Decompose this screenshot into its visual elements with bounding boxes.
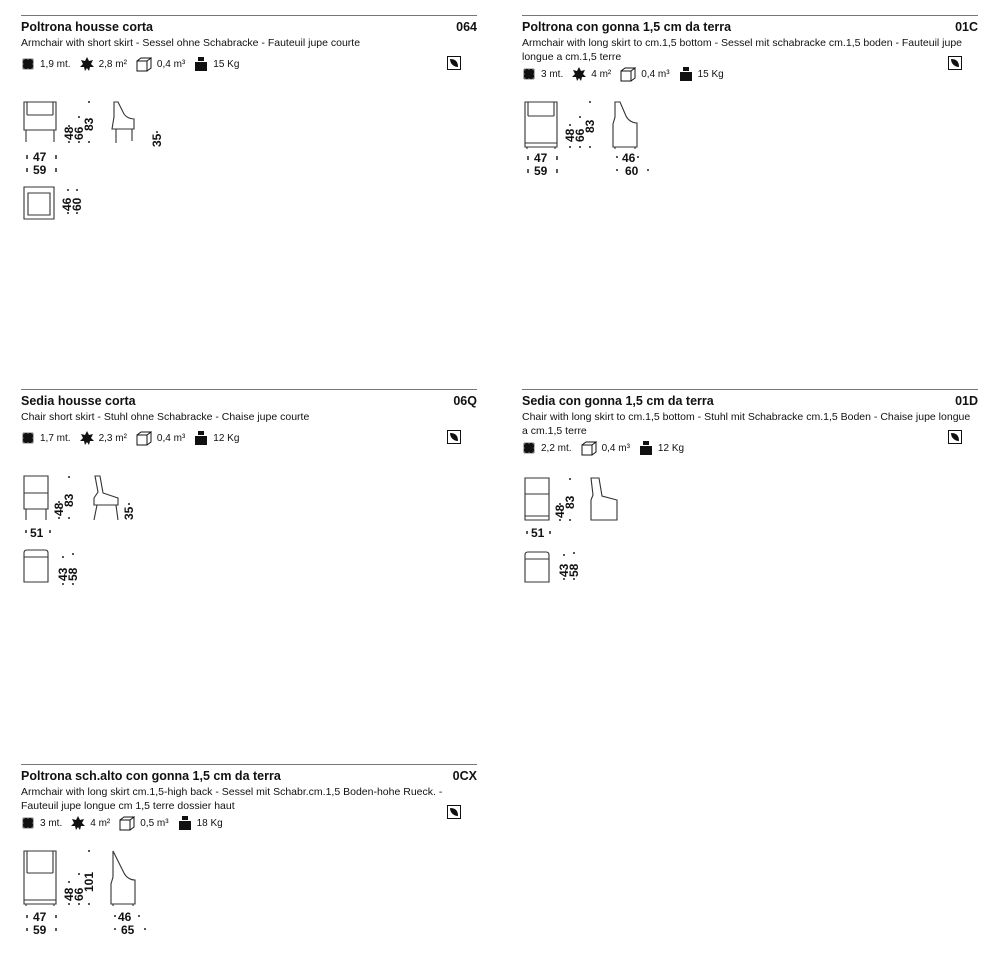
stat-weight — [178, 816, 223, 830]
dim-seat-height: 48 — [62, 887, 76, 901]
technical-drawing — [21, 848, 221, 948]
dim-plan-width: 43 — [56, 567, 70, 581]
stat-volume — [136, 431, 185, 446]
eco-leaf-icon — [447, 56, 461, 70]
divider — [21, 764, 477, 765]
fabric-swatch-icon — [522, 441, 536, 455]
stat-weight — [194, 57, 239, 71]
stat-volume — [620, 67, 669, 82]
product-card — [21, 764, 477, 954]
dim-side: 35 — [122, 506, 136, 520]
stat-fabric — [522, 67, 563, 81]
box-volume-icon — [581, 441, 597, 456]
dim-width: 51 — [531, 526, 545, 540]
dim-seat-height: 48 — [52, 502, 66, 516]
product-description: Chair short skirt - Stuhl ohne Schabracke - Chaise jupe courte — [21, 411, 310, 423]
product-card — [522, 389, 978, 609]
box-volume-icon — [136, 57, 152, 72]
stat-value: 12 Kg — [657, 442, 685, 454]
dim-arm-height: 66 — [72, 887, 86, 901]
divider — [522, 389, 978, 390]
eco-leaf-icon — [447, 805, 461, 819]
product-card — [21, 389, 477, 609]
stat-value: 2,2 mt. — [541, 442, 572, 454]
stat-value: 0,4 m³ — [156, 432, 186, 444]
product-description: Armchair with short skirt - Sessel ohne Schabracke - Fauteuil jupe courte — [21, 37, 361, 49]
dim-plan-depth: 58 — [66, 567, 80, 581]
product-description: Armchair with long skirt to cm.1,5 bottom - Sessel mit schabracke cm.1,5 boden - Fauteuil jupe longue a cm.1,5 terre — [522, 37, 963, 63]
stat-value: 18 Kg — [196, 817, 223, 829]
stat-value: 3 mt. — [541, 68, 564, 80]
stat-value: 1,9 mt. — [40, 58, 71, 70]
stat-leather — [572, 67, 611, 81]
product-name: Poltrona sch.alto con gonna 1,5 cm da terra — [21, 769, 281, 783]
stat-fabric — [21, 431, 71, 445]
fabric-swatch-icon — [21, 57, 35, 71]
stat-volume — [119, 816, 168, 831]
dim-side: 35 — [150, 133, 164, 147]
dim-height: 83 — [62, 493, 76, 507]
divider — [522, 15, 978, 16]
technical-drawing — [21, 473, 221, 603]
dim-depth: 59 — [534, 164, 548, 178]
product-code: 01D — [955, 394, 978, 408]
stat-value: 15 Kg — [697, 68, 724, 80]
dim-arm-height: 66 — [72, 126, 86, 140]
leather-hide-icon — [71, 816, 85, 830]
stat-leather — [71, 816, 110, 830]
stats-row — [21, 56, 248, 72]
stats-row — [21, 430, 248, 446]
product-name: Sedia housse corta — [21, 394, 136, 408]
product-code: 01C — [955, 20, 978, 34]
product-description: Chair with long skirt to cm.1,5 bottom - Stuhl mit Schabracke cm.1,5 Boden - Chaise jupe longue a cm.1,5 terre — [522, 411, 971, 437]
stat-value: 0,5 m³ — [140, 817, 169, 829]
stat-volume — [581, 441, 630, 456]
weight-icon — [639, 441, 653, 455]
fabric-swatch-icon — [21, 816, 35, 830]
weight-icon — [194, 57, 208, 71]
eco-leaf-icon — [447, 430, 461, 444]
fabric-swatch-icon — [522, 67, 536, 81]
stat-value: 2,3 m² — [98, 432, 127, 444]
dim-plan-depth: 58 — [567, 563, 581, 577]
stat-value: 2,8 m² — [98, 58, 127, 70]
stat-value: 1,7 mt. — [40, 432, 71, 444]
stat-value: 0,4 m³ — [641, 68, 670, 80]
dim-seat-height: 48 — [553, 504, 567, 518]
dim-side-depth: 60 — [625, 164, 639, 178]
leather-hide-icon — [80, 57, 94, 71]
stat-weight — [194, 431, 239, 445]
stats-row — [522, 440, 693, 456]
product-code: 064 — [456, 20, 477, 34]
stat-fabric — [522, 441, 572, 455]
dim-width: 51 — [30, 526, 44, 540]
weight-icon — [679, 67, 693, 81]
technical-drawing — [522, 99, 722, 189]
stat-weight — [639, 441, 684, 455]
stat-value: 0,4 m³ — [156, 58, 186, 70]
stat-value: 15 Kg — [213, 58, 240, 70]
dim-seat-height: 48 — [62, 126, 76, 140]
divider — [21, 389, 477, 390]
box-volume-icon — [119, 816, 135, 831]
weight-icon — [194, 431, 208, 445]
dim-height: 83 — [563, 495, 577, 509]
dim-width: 47 — [534, 151, 548, 165]
stat-value: 12 Kg — [213, 432, 240, 444]
stat-fabric — [21, 57, 71, 71]
dim-side-width: 46 — [118, 910, 132, 924]
dim-height: 83 — [82, 117, 96, 131]
stat-value: 4 m² — [591, 68, 612, 80]
stat-weight — [679, 67, 724, 81]
fabric-swatch-icon — [21, 431, 35, 445]
dim-depth: 59 — [33, 923, 47, 937]
stats-row — [21, 815, 232, 831]
leather-hide-icon — [80, 431, 94, 445]
stat-fabric — [21, 816, 62, 830]
stat-leather — [80, 431, 127, 445]
stat-value: 4 m² — [90, 817, 111, 829]
dim-depth: 59 — [33, 163, 47, 177]
technical-drawing — [21, 97, 221, 227]
product-card — [21, 15, 477, 235]
dim-side-depth: 65 — [121, 923, 135, 937]
product-name: Sedia con gonna 1,5 cm da terra — [522, 394, 714, 408]
product-code: 06Q — [453, 394, 477, 408]
leather-hide-icon — [572, 67, 586, 81]
dim-height: 101 — [82, 871, 96, 892]
product-card — [522, 15, 978, 235]
dim-plan-depth: 60 — [70, 197, 84, 211]
technical-drawing — [522, 475, 722, 595]
dim-side-width: 46 — [622, 151, 636, 165]
divider — [21, 15, 477, 16]
dim-height: 83 — [583, 119, 597, 133]
box-volume-icon — [620, 67, 636, 82]
eco-leaf-icon — [948, 430, 962, 444]
dim-plan-width: 43 — [557, 563, 571, 577]
product-name: Poltrona con gonna 1,5 cm da terra — [522, 20, 732, 34]
stat-value: 0,4 m³ — [601, 442, 630, 454]
product-code: 0CX — [452, 769, 477, 783]
stat-volume — [136, 57, 185, 72]
stat-value: 3 mt. — [40, 817, 63, 829]
stat-leather — [80, 57, 127, 71]
product-name: Poltrona housse corta — [21, 20, 153, 34]
eco-leaf-icon — [948, 56, 962, 70]
weight-icon — [178, 816, 192, 830]
box-volume-icon — [136, 431, 152, 446]
dim-width: 47 — [33, 150, 47, 164]
dim-arm-height: 66 — [573, 128, 587, 142]
dim-width: 47 — [33, 910, 47, 924]
dim-plan-width: 46 — [60, 197, 74, 211]
dim-seat-height: 48 — [563, 128, 577, 142]
product-description: Armchair with long skirt cm.1,5-high back - Sessel mit Schabr.cm.1,5 Boden-hohe Rueck. - Fauteuil jupe longue cm 1,5 terre dossier haut — [21, 786, 443, 812]
stats-row — [522, 66, 733, 82]
